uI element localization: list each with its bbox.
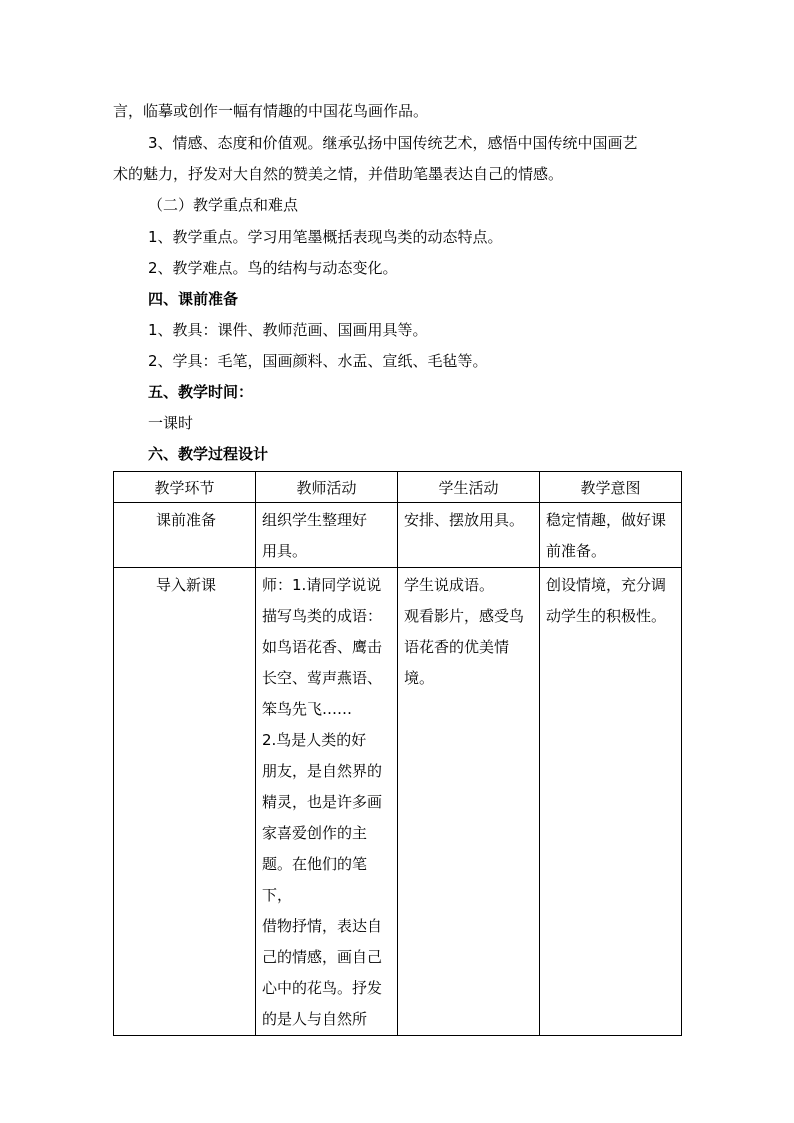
text-line: 借物抒情，表达自 [262,917,383,935]
text-line: 用具。 [262,542,308,560]
header-teacher-activity: 教师活动 [256,472,398,503]
paragraph-objective-end: 言，临摹或创作一幅有情趣的中国花鸟画作品。 [113,102,429,120]
cell-stage [114,503,256,568]
text-line: 安排、摆放用具。 [404,511,525,529]
teaching-time-value: 一课时 [148,414,194,432]
text-line: 创设情境，充分调 [546,576,667,594]
heading-process-design: 六、教学过程设计 [148,445,269,463]
header-stage: 教学环节 [114,472,256,503]
text-line: 语花香的优美情 [404,638,510,656]
text-line: 前准备。 [546,542,607,560]
text-line: 心中的花鸟。抒发 [262,979,383,997]
stage-label: 课前准备 [155,511,216,529]
paragraph-emotion-line2: 术的魅力，抒发对大自然的赞美之情，并借助笔墨表达自己的情感。 [113,165,564,183]
text-line: 笨鸟先飞…… [262,700,353,718]
lesson-plan-table [113,471,682,1036]
paragraph-emotion-line1: 3、情感、态度和价值观。继承弘扬中国传统艺术，感悟中国传统中国画艺 [148,134,638,152]
heading-teaching-time: 五、教学时间： [148,383,254,401]
text-line: 精灵，也是许多画 [262,793,383,811]
text-line: 己的情感，画自己 [262,948,383,966]
text-line: 稳定情趣，做好课 [546,511,667,529]
text-line: 描写鸟类的成语： [262,607,383,625]
cell-intent [540,503,682,568]
text-line: 朋友，是自然界的 [262,762,383,780]
cell-student-activity [398,503,540,568]
table-header-row [114,472,682,503]
table-row [114,568,682,1036]
paragraph-teaching-focus: 1、教学重点。学习用笔墨概括表现鸟类的动态特点。 [148,228,503,246]
heading-preparation: 四、课前准备 [148,290,239,308]
text-line: 观看影片，感受鸟 [404,607,525,625]
text-line: 题。在他们的笔下， [262,855,368,904]
text-line: 2.鸟是人类的好 [262,731,367,749]
cell-stage [114,568,256,1036]
text-line: 长空、莺声燕语、 [262,669,383,687]
stage-label: 导入新课 [155,576,216,594]
text-line: 的是人与自然所 [262,1010,368,1028]
text-line: 组织学生整理好 [262,511,368,529]
cell-teacher-activity [256,503,398,568]
paragraph-student-tools: 2、学具：毛笔，国画颜料、水盂、宣纸、毛毡等。 [148,352,488,370]
header-intent: 教学意图 [540,472,682,503]
text-line: 学生说成语。 [404,576,495,594]
text-line: 如鸟语花香、鹰击 [262,638,383,656]
cell-student-activity [398,568,540,1036]
header-student-activity: 学生活动 [398,472,540,503]
cell-intent [540,568,682,1036]
paragraph-teacher-tools: 1、教具：课件、教师范画、国画用具等。 [148,321,428,339]
text-line: 动学生的积极性。 [546,607,667,625]
text-line: 师：1.请同学说说 [262,576,382,594]
cell-teacher-activity [256,568,398,1036]
text-line: 家喜爱创作的主 [262,824,368,842]
text-line: 境。 [404,669,435,687]
table-row [114,503,682,568]
paragraph-teaching-difficulty: 2、教学难点。鸟的结构与动态变化。 [148,259,398,277]
subheading-key-points: （二）教学重点和难点 [148,196,299,214]
